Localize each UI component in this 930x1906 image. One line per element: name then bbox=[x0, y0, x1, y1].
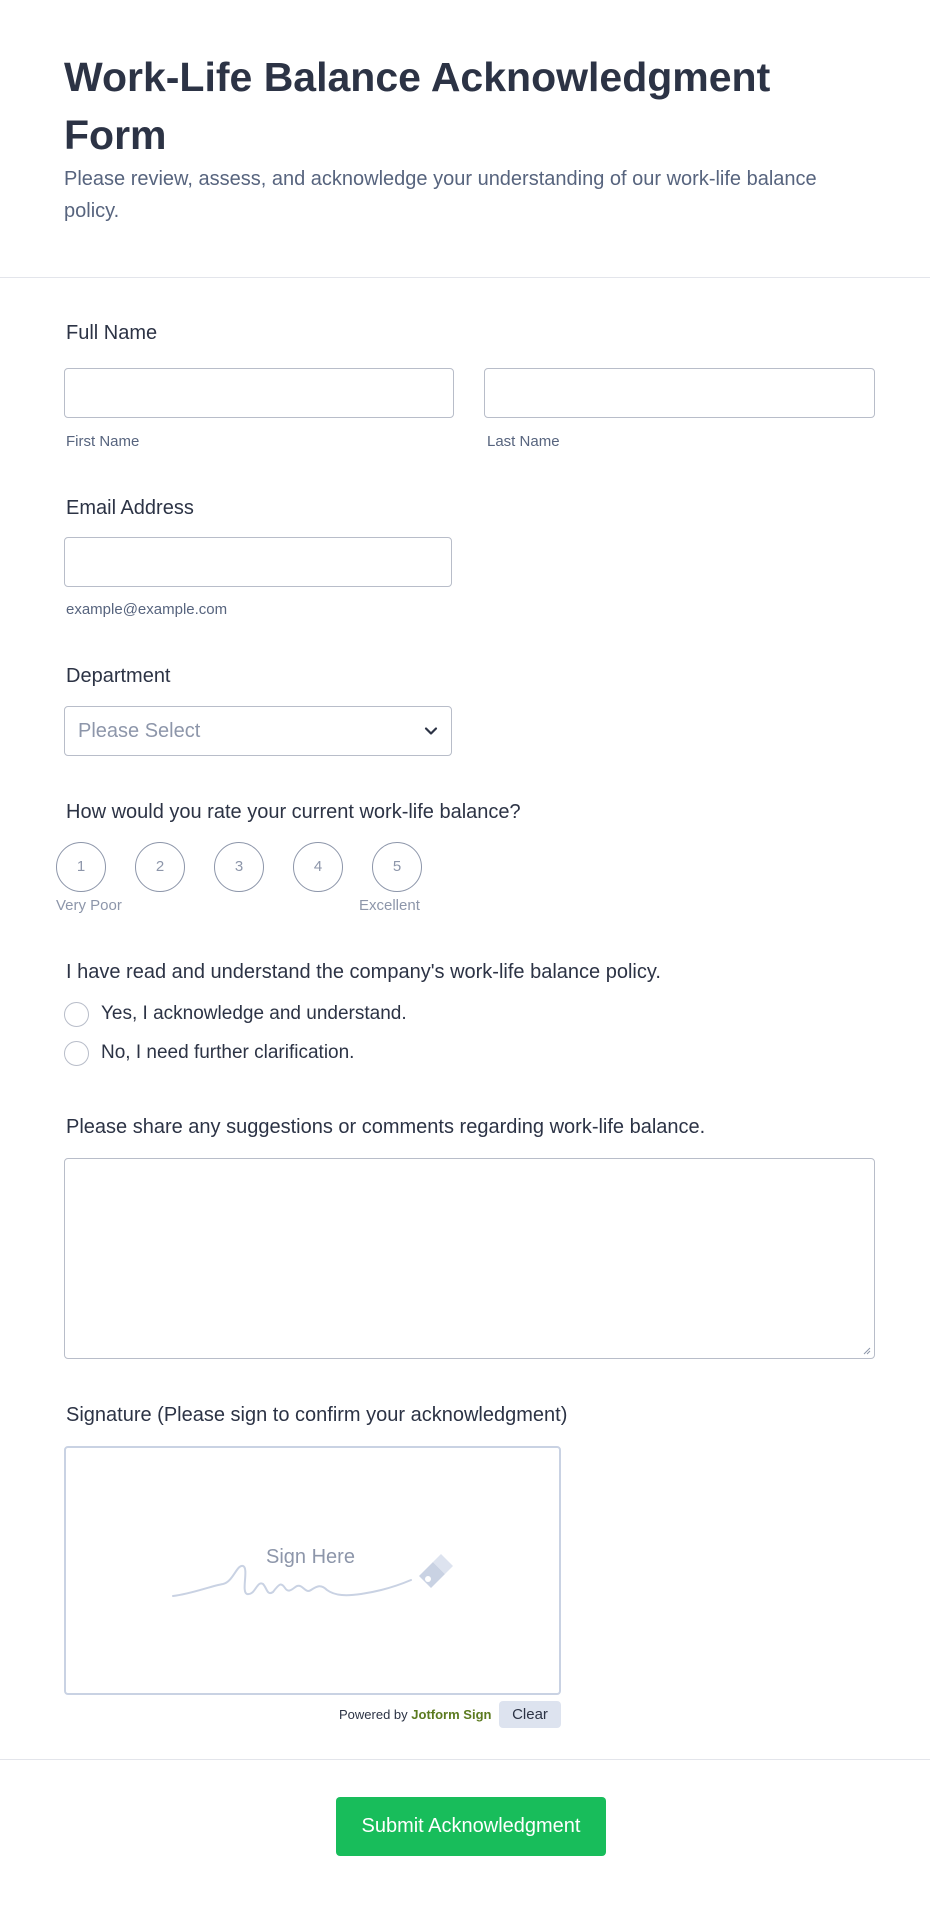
signature-label: Signature (Please sign to confirm your acknowledgment) bbox=[66, 1404, 568, 1426]
department-label: Department bbox=[66, 665, 171, 687]
policy-radio-yes[interactable] bbox=[64, 1002, 89, 1027]
chevron-down-icon bbox=[423, 723, 439, 739]
footer-divider bbox=[0, 1759, 930, 1760]
policy-question: I have read and understand the company's work-life balance policy. bbox=[66, 961, 661, 983]
email-label: Email Address bbox=[66, 497, 194, 519]
policy-option-no-label[interactable]: No, I need further clarification. bbox=[101, 1042, 355, 1063]
rating-option-2[interactable]: 2 bbox=[135, 842, 185, 892]
powered-by-brand[interactable]: Jotform Sign bbox=[411, 1707, 492, 1722]
last-name-input[interactable] bbox=[484, 368, 875, 418]
department-select[interactable] bbox=[64, 706, 452, 756]
rating-option-5[interactable]: 5 bbox=[372, 842, 422, 892]
sign-here-placeholder: Sign Here bbox=[266, 1546, 355, 1568]
rating-option-3[interactable]: 3 bbox=[214, 842, 264, 892]
submit-button[interactable]: Submit Acknowledgment bbox=[336, 1797, 606, 1856]
powered-by-prefix: Powered by bbox=[339, 1707, 408, 1722]
email-input[interactable] bbox=[64, 537, 452, 587]
last-name-sublabel: Last Name bbox=[487, 433, 560, 450]
powered-by bbox=[339, 1707, 491, 1722]
first-name-sublabel: First Name bbox=[66, 433, 140, 450]
form-header bbox=[0, 0, 930, 278]
form-subtitle: Please review, assess, and acknowledge your understanding of our work-life balance policy. bbox=[64, 168, 817, 222]
rating-question: How would you rate your current work-life balance? bbox=[66, 801, 521, 823]
comments-label: Please share any suggestions or comments regarding work-life balance. bbox=[66, 1116, 706, 1138]
comments-textarea[interactable] bbox=[64, 1158, 875, 1359]
signature-pad[interactable] bbox=[64, 1446, 561, 1695]
department-placeholder: Please Select bbox=[78, 720, 201, 742]
rating-high-label: Excellent bbox=[359, 897, 420, 914]
rating-option-1[interactable]: 1 bbox=[56, 842, 106, 892]
policy-option-yes-label[interactable]: Yes, I acknowledge and understand. bbox=[101, 1003, 407, 1024]
first-name-input[interactable] bbox=[64, 368, 454, 418]
full-name-label: Full Name bbox=[66, 322, 158, 344]
rating-option-4[interactable]: 4 bbox=[293, 842, 343, 892]
form-title: Work-Life Balance Acknowledgment Form bbox=[64, 54, 771, 158]
resize-grip-icon[interactable] bbox=[861, 1345, 871, 1355]
clear-signature-button[interactable]: Clear bbox=[499, 1701, 561, 1728]
email-sublabel: example@example.com bbox=[66, 601, 228, 618]
policy-radio-no[interactable] bbox=[64, 1041, 89, 1066]
rating-low-label: Very Poor bbox=[56, 897, 122, 914]
